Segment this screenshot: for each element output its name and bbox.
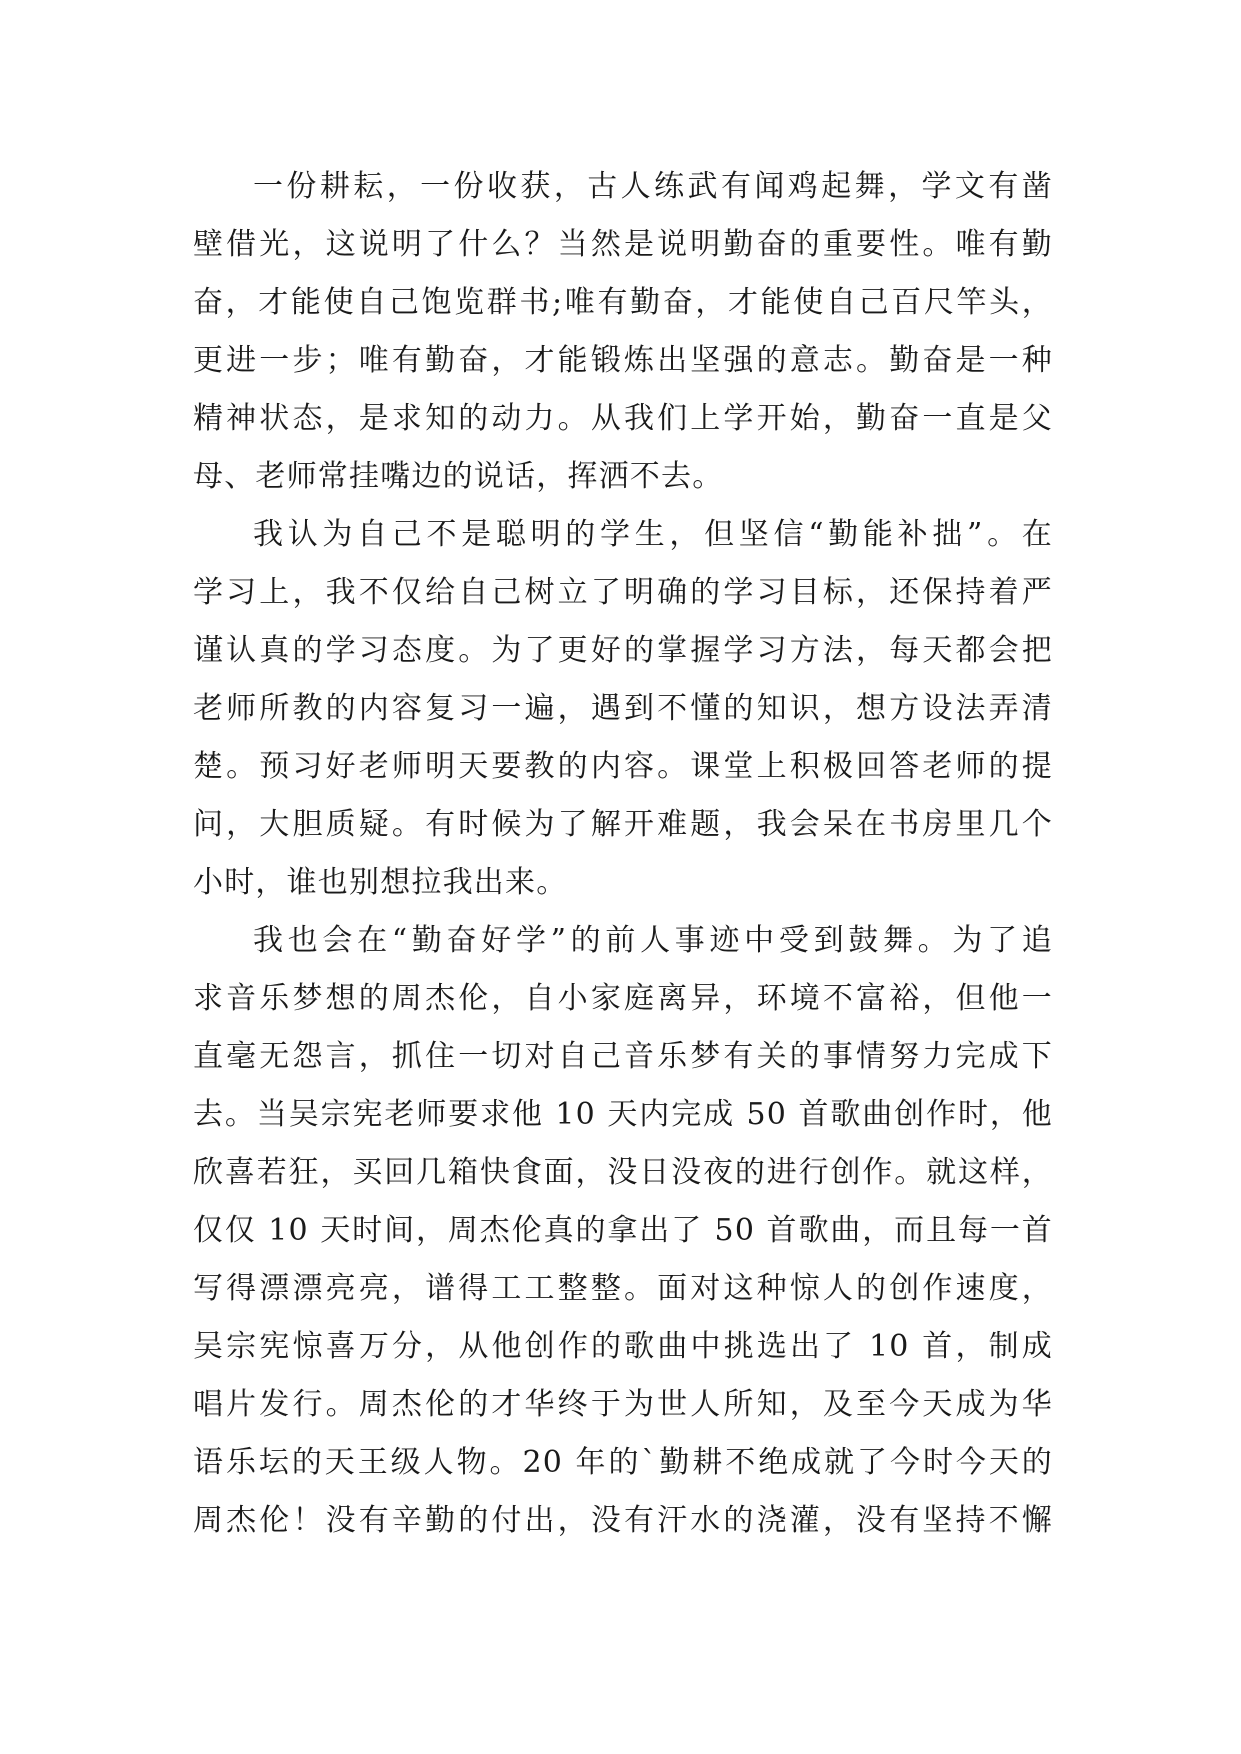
text-line: 精神状态，是求知的动力。从我们上学开始，勤奋一直是父 (193, 401, 1053, 436)
text-line: 吴宗宪惊喜万分，从他创作的歌曲中挑选出了 10 首，制成 (193, 1329, 1053, 1364)
text-line: 我也会在“勤奋好学”的前人事迹中受到鼓舞。为了追 (253, 923, 1053, 958)
paragraph-1 (193, 158, 1053, 506)
paragraph-2 (193, 506, 1053, 912)
text-line: 求音乐梦想的周杰伦，自小家庭离异，环境不富裕，但他一 (193, 981, 1053, 1016)
text-line: 谨认真的学习态度。为了更好的掌握学习方法，每天都会把 (193, 633, 1053, 668)
text-line: 母、老师常挂嘴边的说话，挥洒不去。 (193, 459, 724, 494)
text-line: 楚。预习好老师明天要教的内容。课堂上积极回答老师的提 (193, 749, 1053, 784)
text-line: 更进一步；唯有勤奋，才能锻炼出坚强的意志。勤奋是一种 (193, 343, 1053, 378)
text-line: 小时，谁也别想拉我出来。 (193, 865, 568, 900)
text-line: 学习上，我不仅给自己树立了明确的学习目标，还保持着严 (193, 575, 1053, 610)
text-line: 奋，才能使自己饱览群书;唯有勤奋，才能使自己百尺竿头， (193, 285, 1053, 320)
text-line: 老师所教的内容复习一遍，遇到不懂的知识，想方设法弄清 (193, 691, 1053, 726)
text-line: 仅仅 10 天时间，周杰伦真的拿出了 50 首歌曲，而且每一首 (193, 1213, 1053, 1248)
text-line: 我认为自己不是聪明的学生，但坚信“勤能补拙”。在 (253, 517, 1053, 552)
text-line: 去。当吴宗宪老师要求他 10 天内完成 50 首歌曲创作时，他 (193, 1097, 1053, 1132)
text-line: 一份耕耘，一份收获，古人练武有闻鸡起舞，学文有凿 (253, 169, 1053, 204)
text-line: 壁借光，这说明了什么？当然是说明勤奋的重要性。唯有勤 (193, 227, 1053, 262)
paragraph-3 (193, 912, 1053, 1550)
text-line: 写得漂漂亮亮，谱得工工整整。面对这种惊人的创作速度， (193, 1271, 1053, 1306)
text-line: 问，大胆质疑。有时候为了解开难题，我会呆在书房里几个 (193, 807, 1053, 842)
text-line: 欣喜若狂，买回几箱快食面，没日没夜的进行创作。就这样， (193, 1155, 1053, 1190)
text-line: 唱片发行。周杰伦的才华终于为世人所知，及至今天成为华 (193, 1387, 1053, 1422)
text-line: 周杰伦！没有辛勤的付出，没有汗水的浇灌，没有坚持不懈 (193, 1503, 1053, 1538)
text-line: 直毫无怨言，抓住一切对自己音乐梦有关的事情努力完成下 (193, 1039, 1053, 1074)
document-body (193, 158, 1053, 1550)
text-line: 语乐坛的天王级人物。20 年的`勤耕不绝成就了今时今天的 (193, 1445, 1053, 1480)
